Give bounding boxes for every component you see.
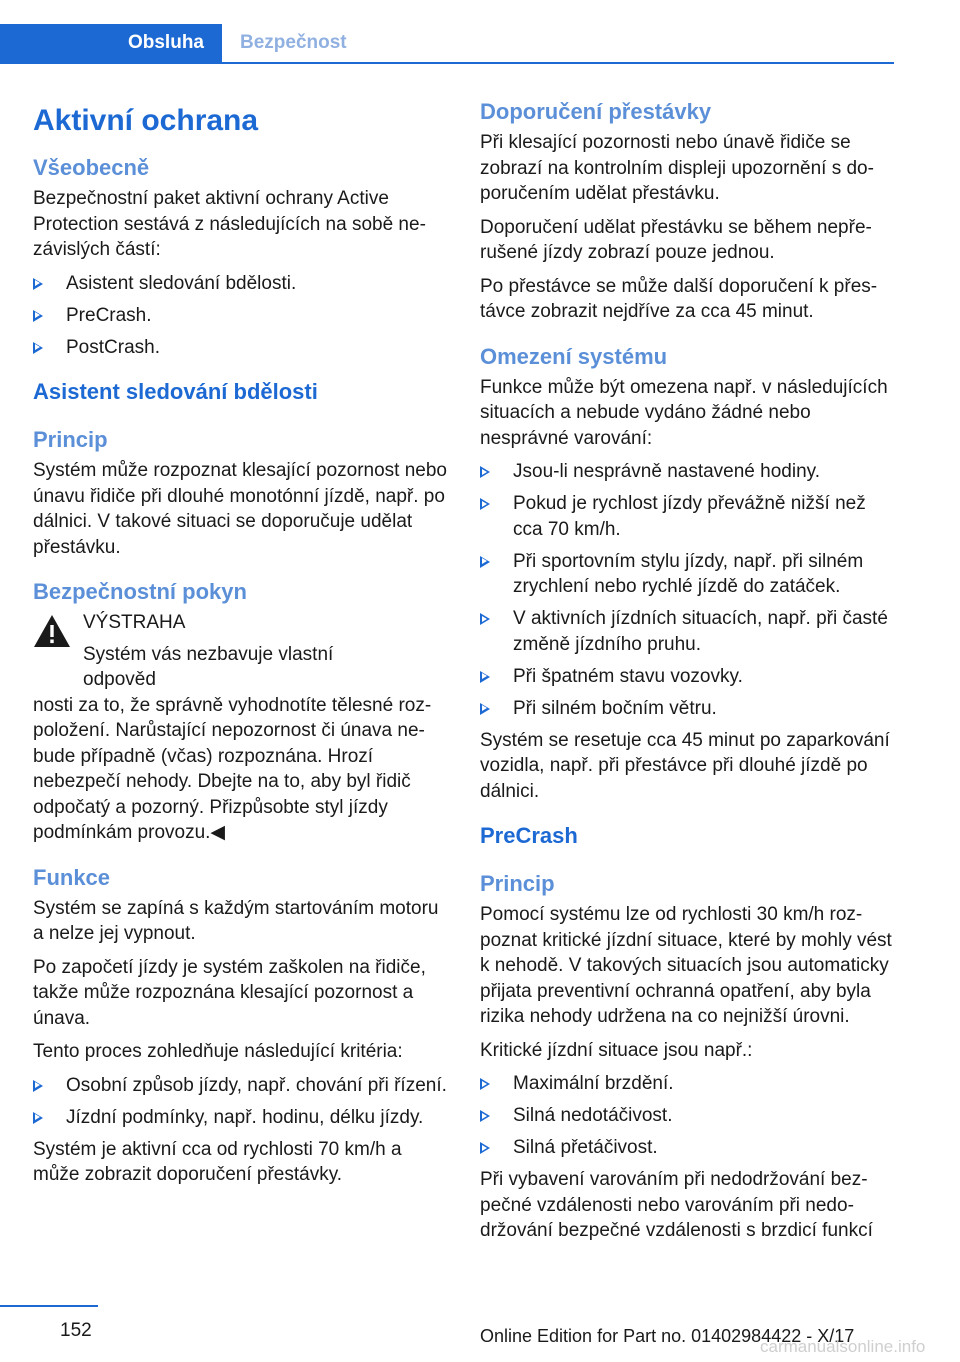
page-number: 152 — [60, 1320, 92, 1341]
precrash-principle-heading: Princip — [480, 871, 555, 896]
tab-obsluha[interactable]: Obsluha — [0, 24, 222, 62]
list-item: PostCrash. — [33, 335, 449, 361]
bullet-triangle-icon — [480, 703, 490, 715]
list-item: PreCrash. — [33, 303, 449, 329]
right-column — [480, 96, 896, 1252]
list-item: Silná přetáčivost. — [480, 1135, 896, 1161]
limits-text-2: Systém se resetuje cca 45 minut po zaparkování vozidla, např. při přestávce při dlouhé jízdě po dálnici. — [480, 729, 890, 802]
bullet-triangle-icon — [480, 1078, 490, 1090]
list-item: Při špatném stavu vozovky. — [480, 664, 896, 690]
limits-heading: Omezení systému — [480, 343, 668, 369]
warning-block — [33, 610, 449, 846]
bullet-triangle-icon — [33, 310, 43, 322]
footer-divider — [0, 1305, 98, 1307]
bullet-triangle-icon — [33, 1112, 43, 1124]
bullet-triangle-icon — [480, 613, 490, 625]
left-column — [33, 96, 449, 1196]
function-text-1: Systém se zapíná s každým startováním motoru a nelze jej vypnout. — [33, 897, 439, 944]
warning-text: Systém vás nezbavuje vlastní odpovědnosti za to, že správně vyhodnotíte tělesné rozpoložení. Narůstající nepozornost či únava nebude případně (včas) rozpoznána. Hrozí nebezpečí nehody. Dbejte na to, aby byl řidič odpočatý a pozorný. Přizpůsobte styl jízdy podmínkám provozu.◀ — [33, 643, 432, 843]
precrash-heading: PreCrash — [480, 823, 578, 848]
function-heading: Funkce — [33, 864, 111, 890]
bullet-triangle-icon — [480, 1142, 490, 1154]
break-text-2: Doporučení udělat přestávku se během nepřerušené jízdy zobrazí pouze jednou. — [480, 216, 872, 263]
list-item: Pokud je rychlost jízdy převážně nižší než cca 70 km/h. — [480, 491, 896, 542]
precrash-list — [480, 1071, 896, 1161]
bullet-triangle-icon — [480, 1110, 490, 1122]
function-text-3: Tento proces zohledňuje následující kritéria: — [33, 1041, 403, 1062]
principle-heading: Princip — [33, 427, 108, 452]
bullet-triangle-icon — [33, 342, 43, 354]
list-item: Osobní způsob jízdy, např. chování při řízení. — [33, 1073, 449, 1099]
break-text-3: Po přestávce se může další doporučení k přestávce zobrazit nejdříve za cca 45 minut. — [480, 275, 878, 322]
watermark: carmanualsonline.info — [760, 1337, 926, 1356]
list-item: Jsou-li nesprávně nastavené hodiny. — [480, 459, 896, 485]
precrash-text-3: Při vybavení varováním při nedodržování bezpečné vzdálenosti nebo varováním při nedodržování bezpečné vzdálenosti s brzdicí funkcí — [480, 1169, 873, 1241]
function-text-2: Po započetí jízdy je systém zaškolen na řidiče, takže může rozpoznána klesající pozornost a únava. — [33, 956, 426, 1029]
precrash-text-1: Pomocí systému lze od rychlosti 30 km/h rozpoznat kritické jízdní situace, které by mohly vést k nehodě. V takových situacích jsou automaticky přijata preventivní ochranná opatření, aby byla rizika nehody udržena na co nejnižší úrovni. — [480, 904, 892, 1027]
list-item: Při sportovním stylu jízdy, např. při silném zrychlení nebo rychlé jízdě do zatáček. — [480, 549, 896, 600]
list-item: Asistent sledování bdělosti. — [33, 271, 449, 297]
edition-note: Online Edition for Part no. 01402984422 - X/17 — [480, 1326, 855, 1346]
tab-bezpecnost[interactable]: Bezpečnost — [240, 32, 347, 53]
limits-text: Funkce může být omezena např. v následujících situacích a nebude vydáno žádné nebo nesprávné varování: — [480, 376, 888, 449]
list-item: Silná nedotáčivost. — [480, 1103, 896, 1129]
break-text-1: Při klesající pozornosti nebo únavě řidiče se zobrazí na kontrolním displeji upozornění s doporučením udělat přestávku. — [480, 132, 874, 204]
safety-heading: Bezpečnostní pokyn — [33, 579, 247, 604]
warning-icon — [33, 614, 71, 648]
bullet-triangle-icon — [480, 498, 490, 510]
general-text: Bezpečnostní paket aktivní ochrany Active Protection sestává z následujících na sobě nezávislých částí: — [33, 188, 426, 260]
list-item: V aktivních jízdních situacích, např. při časté změně jízdního pruhu. — [480, 606, 896, 657]
function-text-4: Systém je aktivní cca od rychlosti 70 km/h a může zobrazit doporučení přestávky. — [33, 1138, 402, 1185]
assistant-heading: Asistent sledování bdělosti — [33, 379, 318, 404]
limits-list — [480, 459, 896, 721]
general-heading: Všeobecně — [33, 155, 150, 180]
precrash-text-2: Kritické jízdní situace jsou např.: — [480, 1039, 753, 1061]
page-title: Aktivní ochrana — [33, 104, 259, 137]
header-tabbar — [0, 24, 894, 64]
list-item: Při silném bočním větru. — [480, 696, 896, 722]
bullet-triangle-icon — [33, 278, 43, 290]
function-list — [33, 1073, 449, 1131]
list-item: Jízdní podmínky, např. hodinu, délku jízdy. — [33, 1105, 449, 1131]
principle-text: Systém může rozpoznat klesající pozornost nebo únavu řidiče při dlouhé monotónní jízdě, např. po dálnici. V takové situaci se doporučuje udělat přestávku. — [33, 460, 447, 558]
bullet-triangle-icon — [480, 466, 490, 478]
bullet-triangle-icon — [480, 556, 490, 568]
general-list — [33, 271, 449, 361]
bullet-triangle-icon — [480, 671, 490, 683]
warning-title: VÝSTRAHA — [83, 612, 186, 633]
list-item: Maximální brzdění. — [480, 1071, 896, 1097]
bullet-triangle-icon — [33, 1080, 43, 1092]
break-heading: Doporučení přestávky — [480, 99, 712, 124]
